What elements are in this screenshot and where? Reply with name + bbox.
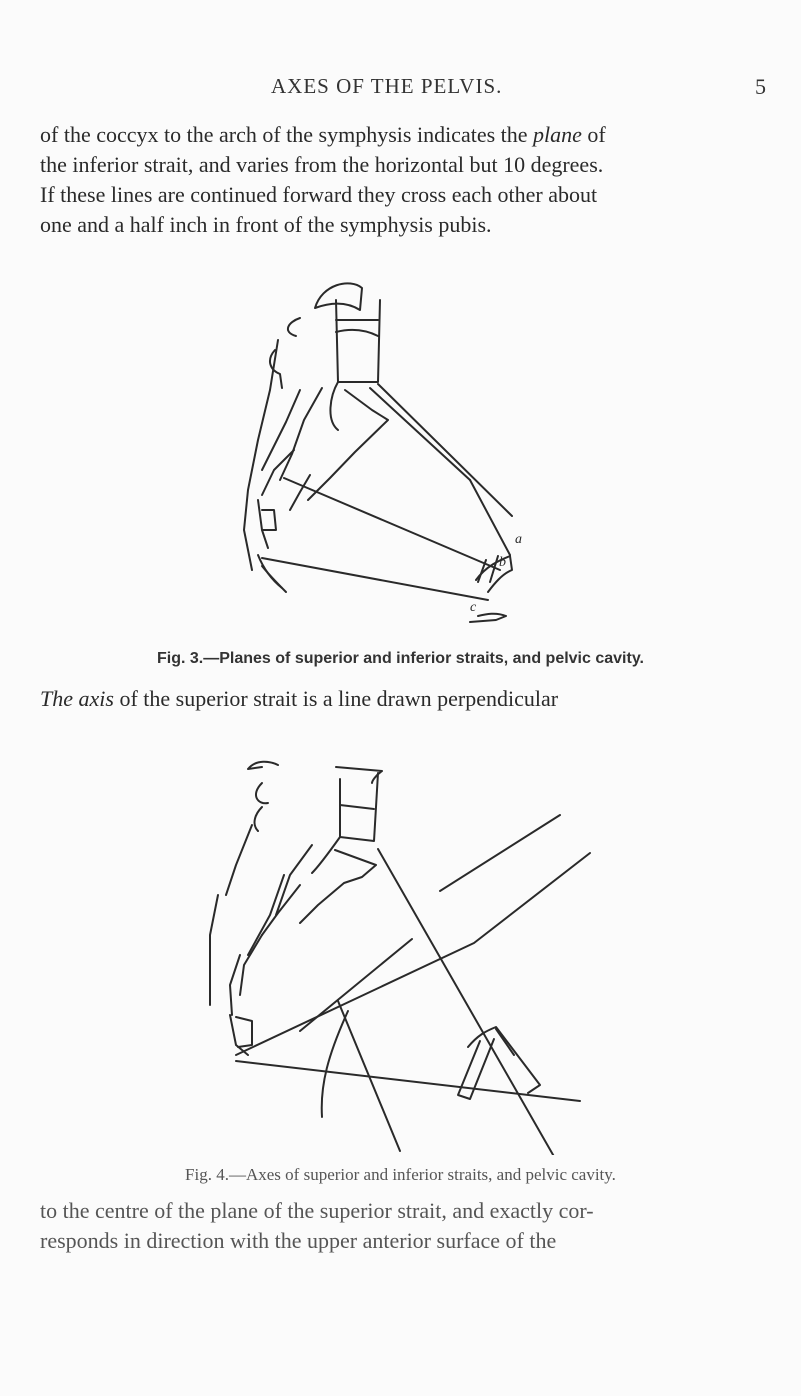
figure-3-pelvis-planes [0,270,801,640]
figure-4-pelvis-axes [0,755,801,1155]
figure-3-caption: Fig. 3.—Planes of superior and inferior straits, and pelvic cavity. [157,650,644,667]
page-header [0,74,801,104]
page-number: 5 [755,74,766,99]
paragraph-line: to the centre of the plane of the superior strait, and exactly cor- [40,1198,594,1223]
letter-c: c [470,600,477,615]
paragraph-line: The axis of the superior strait is a line drawn perpendicular [40,686,559,711]
paragraph-line: of the coccyx to the arch of the symphysis indicates the plane of [40,122,606,147]
paragraph-axis-continued [40,1196,770,1256]
paragraph-line: one and a half inch in front of the symphysis pubis. [40,212,492,237]
paragraph-line: responds in direction with the upper anterior surface of the [40,1228,557,1253]
figure-4-caption: Fig. 4.—Axes of superior and inferior straits, and pelvic cavity. [185,1165,616,1184]
emphasis-the-axis: The axis [40,686,114,711]
figure-3-drawing [0,270,801,640]
paragraph-line: the inferior strait, and varies from the horizontal but 10 degrees. [40,152,604,177]
letter-b: b [499,555,506,570]
paragraph-inferior-strait [40,120,770,240]
running-title: AXES OF THE PELVIS. [271,74,503,98]
letter-a: a [515,532,522,547]
figure-4-drawing [0,755,801,1155]
emphasis-plane: plane [533,122,582,147]
paragraph-line: If these lines are continued forward they cross each other about [40,182,598,207]
paragraph-axis-intro [40,684,770,714]
